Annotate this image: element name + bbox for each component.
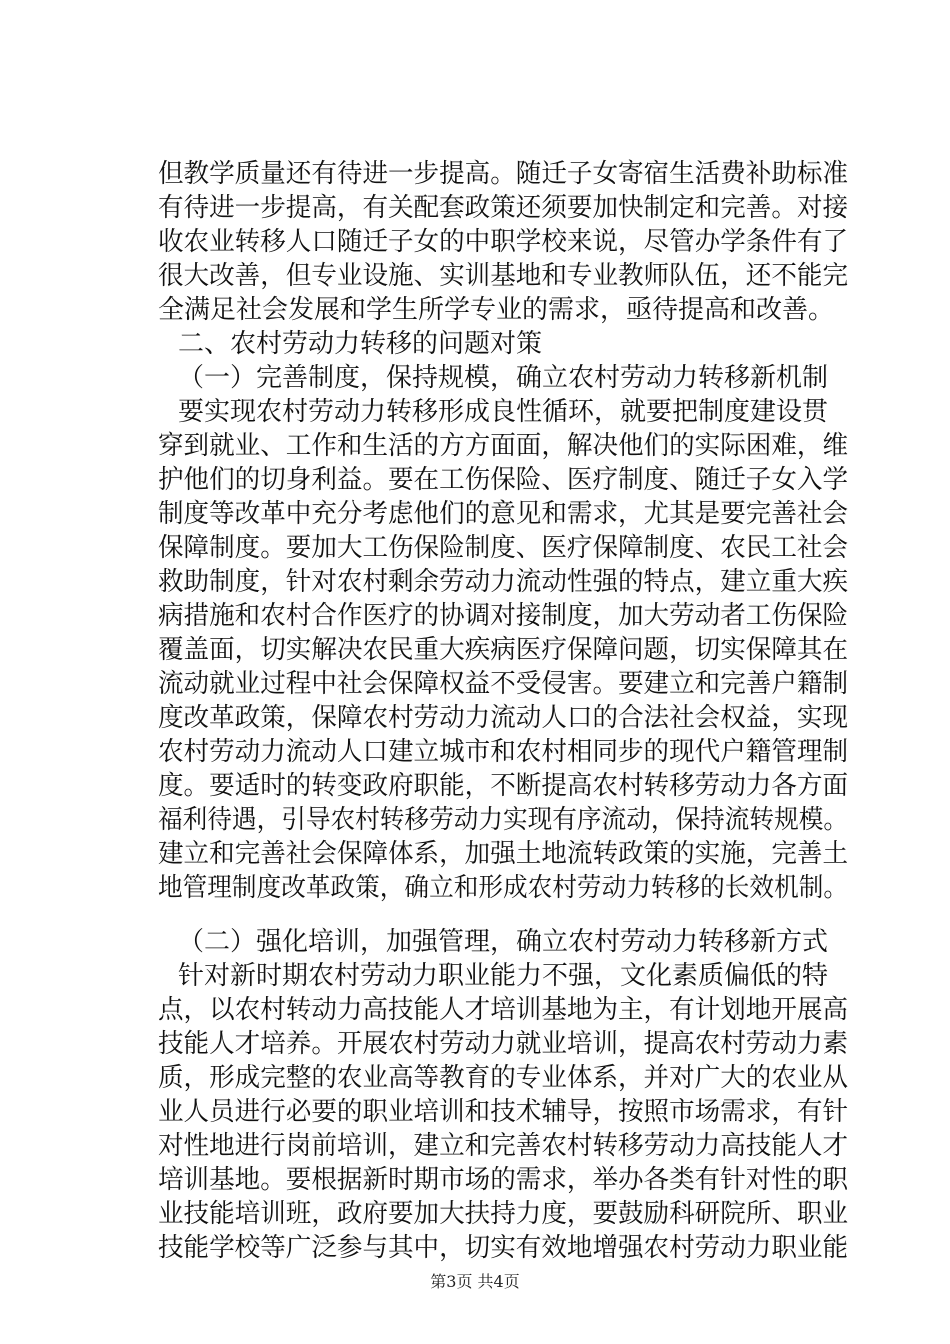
text-line: 很大改善，但专业设施、实训基地和专业教师队伍，还不能完: [158, 261, 849, 291]
text-line: 培训基地。要根据新时期市场的需求，举办各类有针对性的职: [158, 1165, 849, 1195]
text-line: 点，以农村转动力高技能人才培训基地为主，有计划地开展高: [158, 995, 849, 1025]
text-line: 制度等改革中充分考虑他们的意见和需求，尤其是要完善社会: [158, 499, 849, 529]
text-line: 穿到就业、工作和生活的方方面面，解决他们的实际困难，维: [158, 431, 849, 461]
text-line: 要实现农村劳动力转移形成良性循环，就要把制度建设贯: [178, 397, 829, 427]
text-line: 建立和完善社会保障体系，加强土地流转政策的实施，完善土: [158, 839, 849, 869]
subsection-heading: （一）完善制度，保持规模，确立农村劳动力转移新机制: [178, 363, 829, 393]
text-line: 但教学质量还有待进一步提高。随迁子女寄宿生活费补助标准: [158, 159, 849, 189]
text-line: 业人员进行必要的职业培训和技术辅导，按照市场需求，有针: [158, 1097, 849, 1127]
text-line: 业技能培训班，政府要加大扶持力度，要鼓励科研院所、职业: [158, 1199, 849, 1229]
text-line: 救助制度，针对农村剩余劳动力流动性强的特点，建立重大疾: [158, 567, 849, 597]
text-line: 农村劳动力流动人口建立城市和农村相同步的现代户籍管理制: [158, 737, 849, 767]
text-line: 护他们的切身利益。要在工伤保险、医疗制度、随迁子女入学: [158, 465, 849, 495]
text-line: 覆盖面，切实解决农民重大疾病医疗保障问题，切实保障其在: [158, 635, 849, 665]
text-line: 病措施和农村合作医疗的协调对接制度，加大劳动者工伤保险: [158, 601, 849, 631]
text-line: 度改革政策，保障农村劳动力流动人口的合法社会权益，实现: [158, 703, 849, 733]
text-line: 流动就业过程中社会保障权益不受侵害。要建立和完善户籍制: [158, 669, 849, 699]
text-line: 质，形成完整的农业高等教育的专业体系，并对广大的农业从: [158, 1063, 849, 1093]
text-line: 福利待遇，引导农村转移劳动力实现有序流动，保持流转规模。: [158, 805, 849, 835]
text-line: 有待进一步提高，有关配套政策还须要加快制定和完善。对接: [158, 193, 849, 223]
text-line: 度。要适时的转变政府职能，不断提高农村转移劳动力各方面: [158, 771, 849, 801]
subsection-heading: （二）强化培训，加强管理，确立农村劳动力转移新方式: [178, 927, 829, 957]
text-line: 对性地进行岗前培训，建立和完善农村转移劳动力高技能人才: [158, 1131, 849, 1161]
text-line: 技能人才培养。开展农村劳动力就业培训，提高农村劳动力素: [158, 1029, 849, 1059]
page-number-footer: 第3页 共4页: [430, 1272, 520, 1291]
text-line: 针对新时期农村劳动力职业能力不强，文化素质偏低的特: [178, 961, 829, 991]
section-heading: 二、农村劳动力转移的问题对策: [178, 329, 543, 359]
text-line: 地管理制度改革政策，确立和形成农村劳动力转移的长效机制。: [158, 873, 849, 903]
text-line: 全满足社会发展和学生所学专业的需求，亟待提高和改善。: [158, 295, 835, 325]
text-line: 收农业转移人口随迁子女的中职学校来说，尽管办学条件有了: [158, 227, 849, 257]
text-line: 保障制度。要加大工伤保险制度、医疗保障制度、农民工社会: [158, 533, 849, 563]
text-line: 技能学校等广泛参与其中，切实有效地增强农村劳动力职业能: [158, 1233, 849, 1263]
